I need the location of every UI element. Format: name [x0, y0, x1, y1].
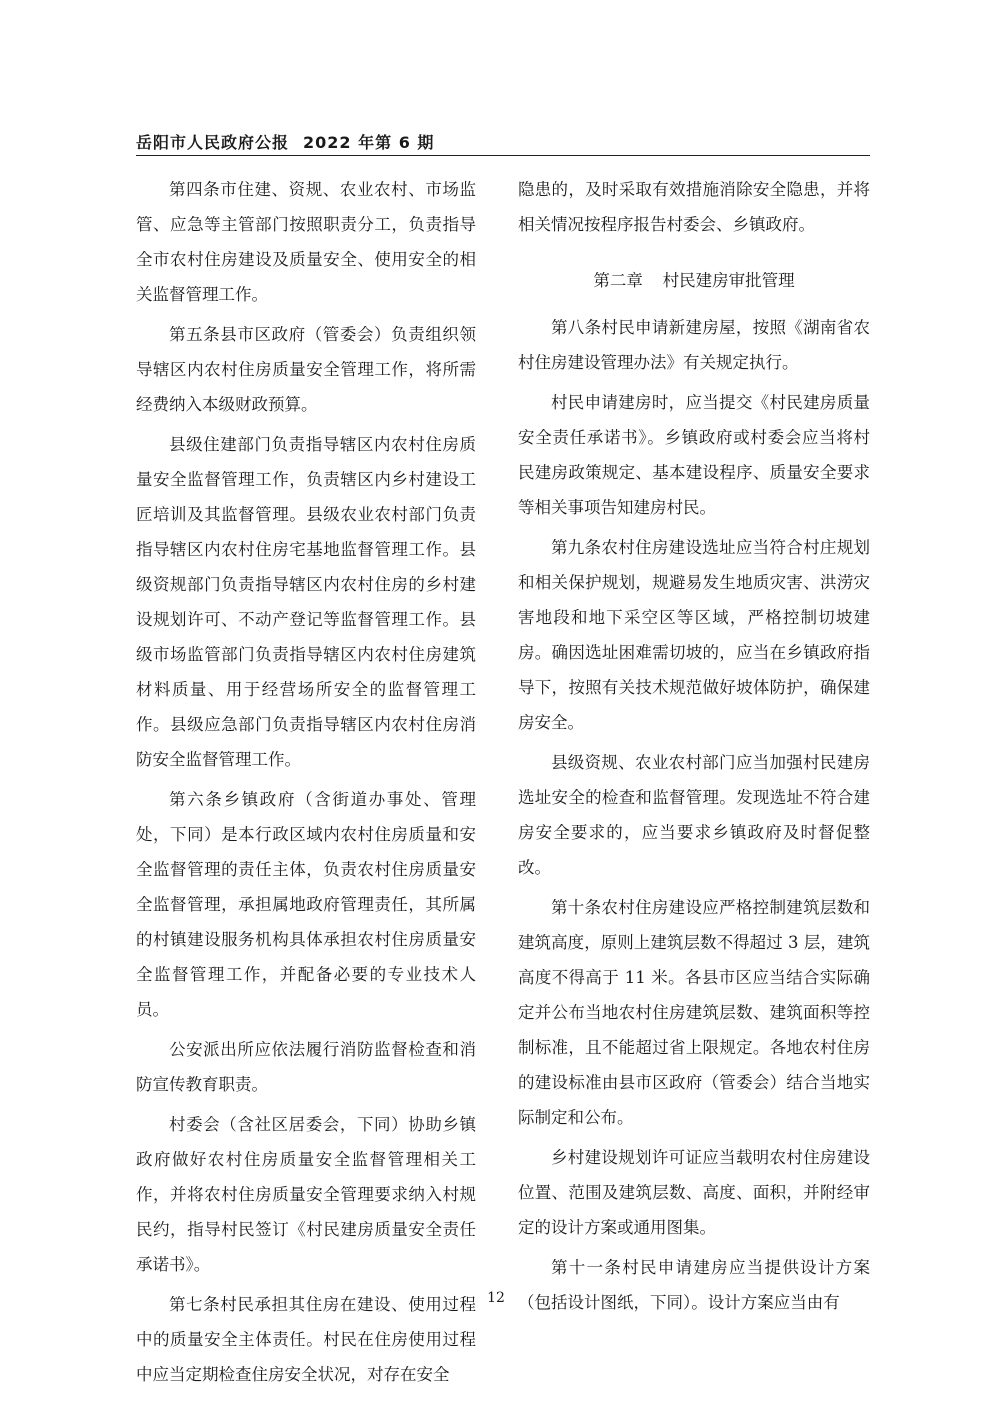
article-10: 第十条农村住房建设应严格控制建筑层数和建筑高度，原则上建筑层数不得超过 3 层，建筑高度不得高于 11 米。各县市区应当结合实际确定并公布当地农村住房建筑层数、建筑面积等控制标准，且不能超过省上限规定。各地农村住房的建设标准由县市区政府（管委会）结合当地实际制定和公布。 — [518, 898, 871, 1127]
article-label: 第五条 — [169, 325, 221, 344]
paragraph: 村委会（含社区居委会，下同）协助乡镇政府做好农村住房质量安全监督管理相关工作，并将农村住房质量安全管理要求纳入村规民约，指导村民签订《村民建房质量安全责任承诺书》。 — [136, 1115, 476, 1274]
paragraph: 公安派出所应依法履行消防监督检查和消防宣传教育职责。 — [136, 1040, 476, 1094]
article-label: 第九条 — [551, 538, 602, 557]
paragraph-continued: 隐患的，及时采取有效措施消除安全隐患，并将相关情况按程序报告村委会、乡镇政府。 — [518, 180, 870, 234]
paragraph: 县级资规、农业农村部门应当加强村民建房选址安全的检查和监督管理。发现选址不符合建房安全要求的，应当要求乡镇政府及时督促整改。 — [518, 753, 870, 877]
chapter-title: 村民建房审批管理 — [662, 271, 795, 290]
issue-number: 2022 年第 6 期 — [303, 133, 435, 152]
chapter-heading — [518, 263, 870, 298]
article-label: 第八条 — [551, 318, 602, 337]
article-9: 第九条农村住房建设选址应当符合村庄规划和相关保护规划，规避易发生地质灾害、洪涝灾害地段和地下采空区等区域，严格控制切坡建房。确因选址困难需切坡的，应当在乡镇政府指导下，按照有关技术规范做好坡体防护，确保建房安全。 — [518, 538, 871, 732]
left-column — [136, 172, 476, 1397]
paragraph: 乡村建设规划许可证应当载明农村住房建设位置、范围及建筑层数、高度、面积，并附经审定的设计方案或通用图集。 — [518, 1148, 870, 1237]
paragraph: 村民申请建房时，应当提交《村民建房质量安全责任承诺书》。乡镇政府或村委会应当将村民建房政策规定、基本建设程序、质量安全要求等相关事项告知建房村民。 — [518, 393, 870, 517]
page-number: 12 — [487, 1290, 505, 1306]
publication-title: 岳阳市人民政府公报 — [136, 133, 290, 152]
article-label: 第四条 — [169, 180, 221, 199]
article-7: 第七条村民承担其住房在建设、使用过程中的质量安全主体责任。村民在住房使用过程中应当定期检查住房安全状况，对存在安全 — [136, 1295, 477, 1384]
chapter-number: 第二章 — [593, 271, 643, 290]
article-4: 第四条市住建、资规、农业农村、市场监管、应急等主管部门按照职责分工，负责指导全市农村住房建设及质量安全、使用安全的相关监督管理工作。 — [136, 180, 477, 304]
paragraph: 县级住建部门负责指导辖区内农村住房质量安全监督管理工作，负责辖区内乡村建设工匠培训及其监督管理。县级农业农村部门负责指导辖区内农村住房宅基地监督管理工作。县级资规部门负责指导辖区内农村住房的乡村建设规划许可、不动产登记等监督管理工作。县级市场监管部门负责指导辖区内农村住房建筑材料质量、用于经营场所安全的监督管理工作。县级应急部门负责指导辖区内农村住房消防安全监督管理工作。 — [136, 435, 476, 769]
header-divider — [136, 155, 870, 156]
article-label: 第六条 — [169, 790, 224, 809]
article-8: 第八条村民申请新建房屋，按照《湖南省农村住房建设管理办法》有关规定执行。 — [518, 318, 871, 372]
article-label: 第十一条 — [551, 1258, 623, 1277]
right-column — [518, 172, 870, 1325]
article-label: 第七条 — [169, 1295, 221, 1314]
page-header — [136, 130, 434, 153]
article-6: 第六条乡镇政府（含街道办事处、管理处，下同）是本行政区域内农村住房质量和安全监督管理的责任主体，负责农村住房质量安全监督管理，承担属地政府管理责任，其所属的村镇建设服务机构具体承担农村住房质量安全监督管理工作，并配备必要的专业技术人员。 — [136, 790, 476, 1019]
article-11: 第十一条村民申请建房应当提供设计方案（包括设计图纸，下同）。设计方案应当由有 — [518, 1258, 871, 1312]
article-label: 第十条 — [551, 898, 602, 917]
article-5: 第五条县市区政府（管委会）负责组织领导辖区内农村住房质量安全管理工作，将所需经费纳入本级财政预算。 — [136, 325, 477, 414]
